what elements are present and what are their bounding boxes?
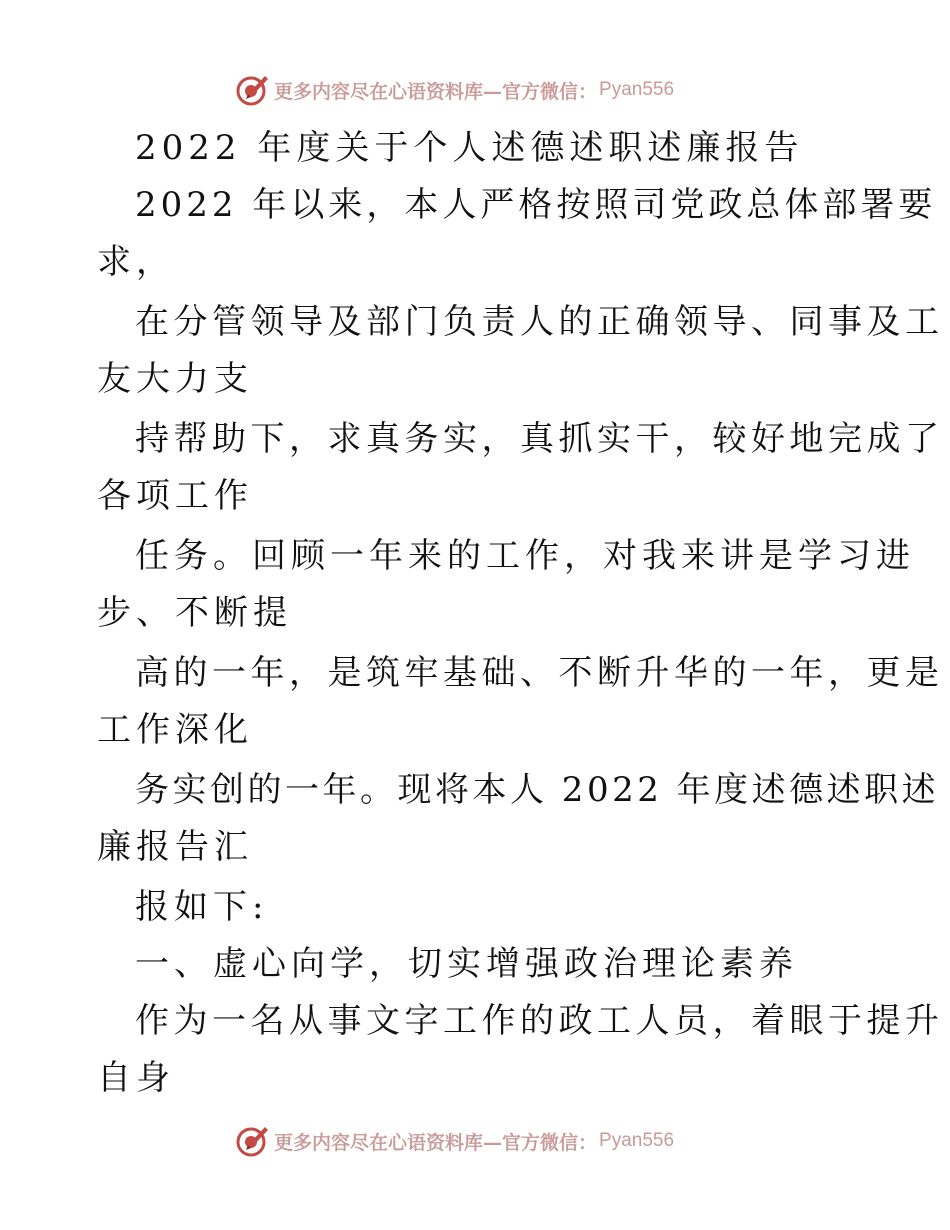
paragraph-line: 自身 bbox=[97, 1058, 175, 1098]
banner-text: 更多内容尽在心语资料库—官方微信： bbox=[274, 80, 598, 103]
paragraph-line: 求， bbox=[97, 242, 175, 282]
paragraph-line: 工作深化 bbox=[97, 710, 253, 750]
paragraph-line: 作为一名从事文字工作的政工人员，着眼于提升 bbox=[135, 1001, 944, 1041]
paragraph-line: 在分管领导及部门负责人的正确领导、同事及工 bbox=[135, 302, 944, 342]
pen-logo-icon bbox=[234, 72, 270, 108]
paragraph-line: 持帮助下，求真务实，真抓实干，较好地完成了 bbox=[135, 419, 944, 459]
banner-account: Pyan556 bbox=[599, 79, 675, 100]
paragraph-line: 任务。回顾一年来的工作，对我来讲是学习进 bbox=[135, 536, 915, 576]
paragraph-line: 廉报告汇 bbox=[97, 827, 253, 867]
paragraph-line: 步、不断提 bbox=[97, 593, 292, 633]
section-heading: 一、虚心向学，切实增强政治理论素养 bbox=[135, 944, 798, 984]
footer-banner bbox=[234, 1121, 674, 1161]
document-title: 2022 年度关于个人述德述职述廉报告 bbox=[135, 128, 804, 168]
header-banner bbox=[234, 70, 674, 110]
paragraph-line: 报如下: bbox=[135, 887, 269, 927]
paragraph-line: 各项工作 bbox=[97, 476, 253, 516]
pen-logo-icon bbox=[234, 1123, 270, 1159]
paragraph-line: 务实创的一年。现将本人 2022 年度述德述职述 bbox=[135, 770, 940, 810]
banner-text: 更多内容尽在心语资料库—官方微信： bbox=[274, 1131, 598, 1154]
paragraph-line: 高的一年，是筑牢基础、不断升华的一年，更是 bbox=[135, 653, 944, 693]
banner-account: Pyan556 bbox=[599, 1130, 675, 1151]
paragraph-line: 友大力支 bbox=[97, 359, 253, 399]
paragraph-line: 2022 年以来，本人严格按照司党政总体部署要 bbox=[135, 185, 937, 225]
